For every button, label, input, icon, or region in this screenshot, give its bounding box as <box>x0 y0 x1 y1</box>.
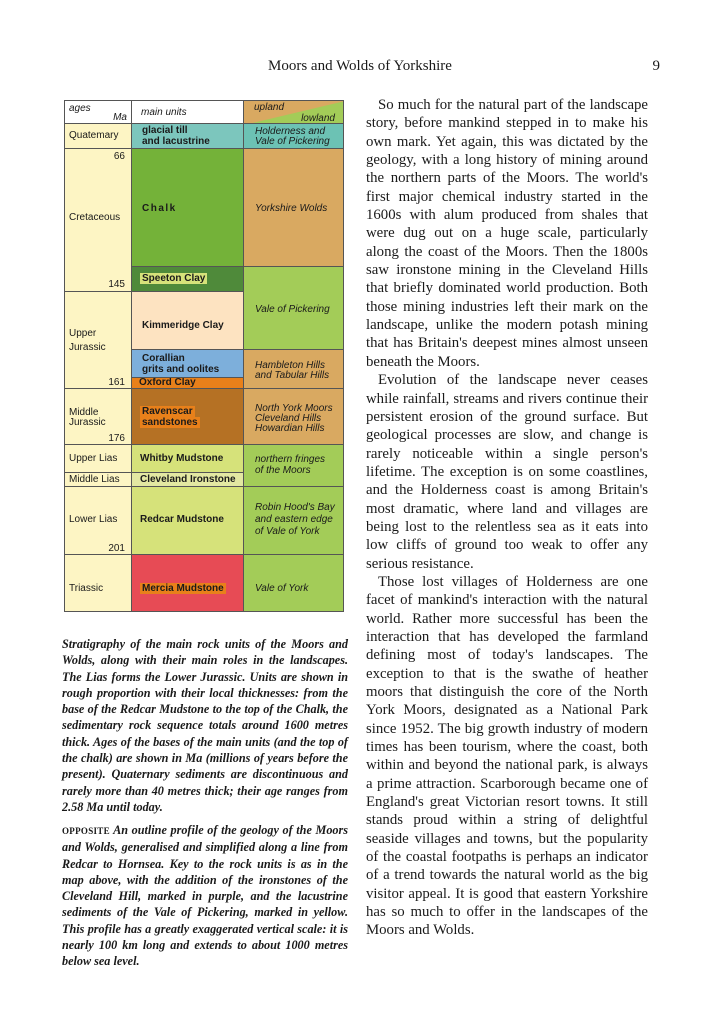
unit-speeton-clay <box>131 266 244 292</box>
landscape-label: Vale of Pickering <box>255 136 330 147</box>
age-middle-jurassic <box>64 388 132 445</box>
landscape-label: and Tabular Hills <box>255 370 330 381</box>
landscape-label: North York Moors <box>255 403 333 414</box>
age-label: Upper <box>69 328 97 339</box>
unit-label: sandstones <box>142 417 198 428</box>
age-label: Lower Lias <box>69 514 118 525</box>
unit-label: glacial till <box>142 125 188 136</box>
age-label: Triassic <box>69 583 104 594</box>
opposite-caption-text: An outline profile of the geology of the Moors and Wolds, generalised and simplified along a line from Redcar to Hornsea. Key to the rock units is as in the map above, with the addition of the ironstones of the Cleveland Hill, marked in purple, and the lacustrine sediments of the Vale of Pickering, marked in yellow. This profile has a greatly exaggerated vertical scale: it is nearly 100 km long and extends to about 1000 metres below sea level. <box>62 823 348 969</box>
age-lower-lias <box>64 486 132 555</box>
unit-label: Ravenscar <box>142 406 193 417</box>
landscape-vale-of-pickering <box>243 266 344 350</box>
landscape-label: northern fringes <box>255 454 326 465</box>
ages-heading: ages <box>69 103 91 114</box>
ma-value: 176 <box>108 433 125 444</box>
unit-label: Chalk <box>142 203 177 214</box>
landscape-label: Holderness and <box>255 126 326 137</box>
unit-whitby-mudstone <box>131 444 244 473</box>
body-paragraph: Those lost villages of Holderness are one facet of mankind's interaction with the natural world. Rather more successful has been the interaction that has developed the farmland defining most of today's landscapes. The exception to that is the swathe of heather moors that distinguish the core of the North York Moors, designated as a National Park since 1952. The big growth industry of modern times has been tourism, where the coast, both within and beyond the national park, is always a prime attraction. Scarborough became one of England's great Victorian resort towns. It still stands proud within a string of delightful seaside villages and towns, but the popularity of the coastal footpaths is perhaps an indicator of a trend towards the natural world as the big visitor appeal. It is good that eastern Yorkshire has so much to offer in the landscapes of the Moors and Wolds. <box>366 573 648 939</box>
age-label: Middle Lias <box>69 474 120 485</box>
header-landscape-cell <box>243 100 344 124</box>
age-cretaceous <box>64 148 132 292</box>
age-label: Quatemary <box>69 130 119 141</box>
age-upper-lias <box>64 444 132 473</box>
ma-heading: Ma <box>113 112 127 123</box>
unit-label: Mercia Mudstone <box>142 583 224 594</box>
page-number: 9 <box>652 58 660 74</box>
stratigraphy-table <box>64 100 344 612</box>
running-header-title: Moors and Wolds of Yorkshire <box>268 58 452 74</box>
unit-label: Oxford Clay <box>139 377 196 388</box>
unit-label: and lacustrine <box>142 136 210 147</box>
unit-redcar-mudstone <box>131 486 244 555</box>
landscape-label: Hambleton Hills <box>255 360 326 371</box>
age-quaternary <box>64 123 132 149</box>
landscape-yorkshire-wolds <box>243 148 344 267</box>
landscape-label: Vale of Pickering <box>255 304 330 315</box>
landscape-vale-of-york <box>243 554 344 612</box>
ma-value: 145 <box>108 279 125 290</box>
landscape-label: Howardian Hills <box>255 423 325 434</box>
landscape-northern-fringes <box>243 444 344 487</box>
body-paragraph: Evolution of the landscape never ceases while rainfall, streams and rivers continue their persistent erosion of the ground surface. But geological processes are slow, and change is rarely noticeable within a single person's lifetime. The exception is on some coastlines, and the Holderness coast is among Britain's most dramatic, where land and villages are being lost to the relentless sea as it eats into low cliffs of ground too weak to offer any serious resistance. <box>366 372 648 572</box>
landscape-label: Yorkshire Wolds <box>255 203 328 214</box>
landscape-holderness <box>243 123 344 149</box>
unit-ravenscar-sandstones <box>131 388 244 445</box>
unit-label: Redcar Mudstone <box>140 514 224 525</box>
unit-glacial-till <box>131 123 244 149</box>
age-label: Cretaceous <box>69 212 121 223</box>
body-paragraph: So much for the natural part of the landscape story, before mankind stepped in to make his own mark. Yet again, this was dictated by the geology, with a long history of mining around the northern parts of the Moors. The world's first major chemical industry started in the 1600s with alum produced from shales that were dug out on a huge scale, particularly along the coast of the Moors. Then the 1800s saw ironstone mining in the Cleveland Hills that briefly dominated world production. Both those mining industries left their mark on the landscape, unlike the modern potash mining that has Britain's deepest mines almost unseen beneath the Moors. <box>366 97 648 370</box>
unit-chalk <box>131 148 244 267</box>
age-upper-jurassic <box>64 291 132 389</box>
age-label: Upper Lias <box>69 453 118 464</box>
age-label: Jurassic <box>69 417 106 428</box>
opposite-caption <box>62 822 348 970</box>
landscape-label: of the Moors <box>255 465 311 476</box>
ma-value: 161 <box>108 377 125 388</box>
ma-value: 66 <box>113 151 125 162</box>
landscape-label: of Vale of York <box>255 526 320 537</box>
unit-label: Kimmeridge Clay <box>142 320 224 331</box>
unit-label: grits and oolites <box>142 364 220 375</box>
landscape-label: Robin Hood's Bay <box>255 502 335 513</box>
unit-corallian <box>131 349 244 378</box>
unit-label: Cleveland Ironstone <box>140 474 236 485</box>
landscape-hambleton-hills <box>243 349 344 389</box>
upland-heading: upland <box>254 102 285 113</box>
header-units-cell <box>131 100 244 124</box>
unit-label: Whitby Mudstone <box>140 453 224 464</box>
opposite-label: OPPOSITE <box>62 826 110 836</box>
lowland-heading: lowland <box>301 113 335 124</box>
unit-kimmeridge-clay <box>131 291 244 350</box>
age-middle-lias <box>64 472 132 487</box>
unit-cleveland-ironstone <box>131 472 244 487</box>
unit-label: Speeton Clay <box>142 273 206 284</box>
age-triassic <box>64 554 132 612</box>
ma-value: 201 <box>108 543 125 554</box>
landscape-north-york-moors <box>243 388 344 445</box>
figure-caption: Stratigraphy of the main rock units of the Moors and Wolds, along with their main roles in the landscapes. The Lias forms the Lower Jurassic. Units are shown in rough proportion with their local thicknesses: from the base of the Redcar Mudstone to the top of the Chalk, the sedimentary rock sequence totals around 1600 metres thick. Ages of the bases of the main units (and the top of the chalk) are shown in Ma (millions of years before the present). Quaternary sediments are discontinuous and rarely more than 40 metres thick; their age ranges from 2.58 Ma until today. <box>62 637 348 814</box>
header-ages-cell <box>64 100 132 124</box>
body-text <box>366 96 648 940</box>
unit-mercia-mudstone <box>131 554 244 612</box>
main-units-heading: main units <box>141 107 187 118</box>
age-label: Jurassic <box>69 342 106 353</box>
landscape-label: Vale of York <box>255 583 309 594</box>
landscape-label: and eastern edge <box>255 514 333 525</box>
unit-label: Corallian <box>142 353 185 364</box>
landscape-label: Cleveland Hills <box>255 413 322 424</box>
landscape-robin-hoods-bay <box>243 486 344 555</box>
age-label: Middle <box>69 407 99 418</box>
